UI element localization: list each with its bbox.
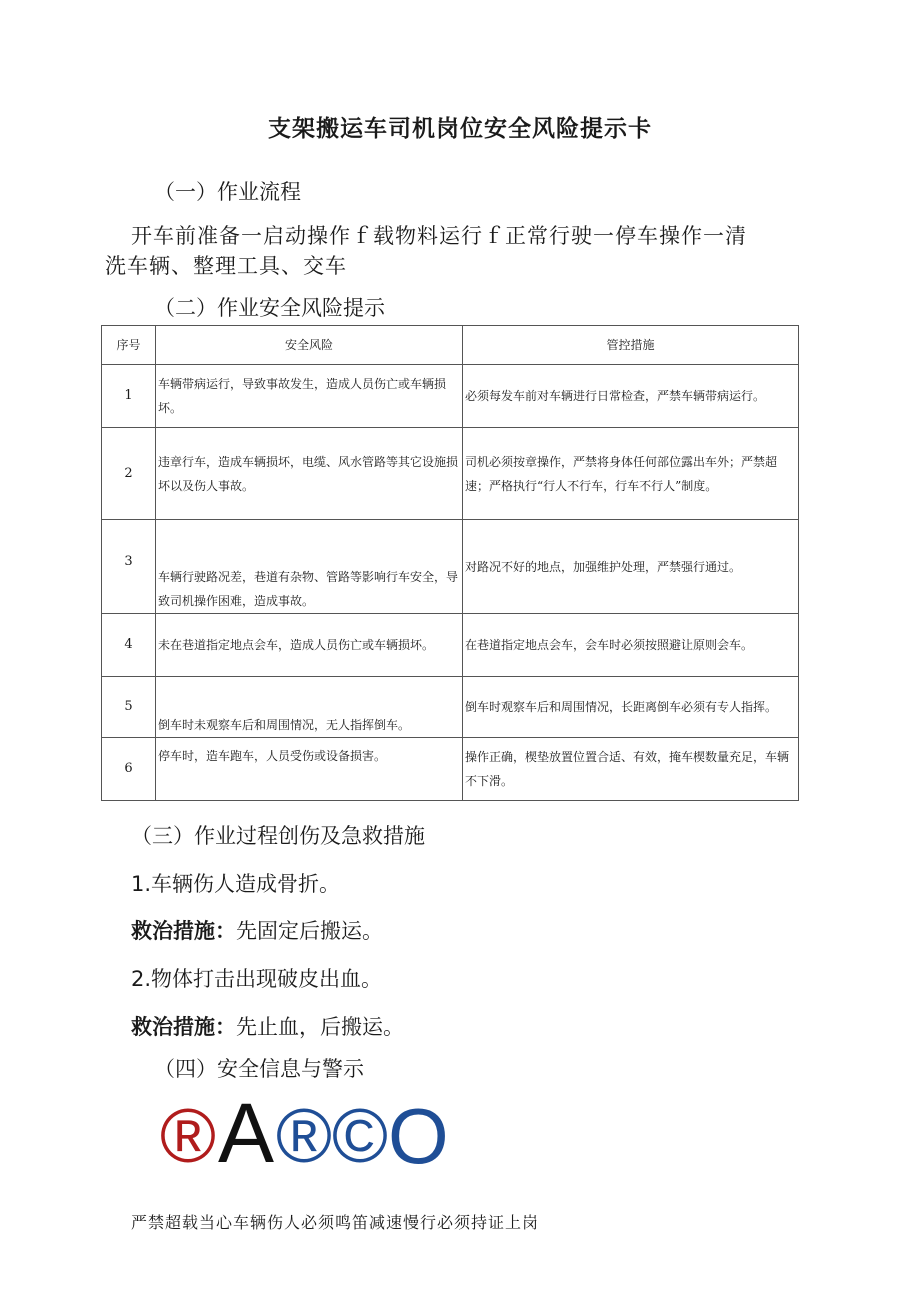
warning-signs-caption: 严禁超载当心车辆伤人必须鸣笛减速慢行必须持证上岗 xyxy=(131,1213,540,1232)
registered-icon: ® xyxy=(276,1094,333,1179)
table-row xyxy=(102,428,799,520)
warning-signs xyxy=(160,1086,449,1180)
row-risk: 车辆带病运行，导致事故发生，造成人员伤亡或车辆损坏。 xyxy=(156,365,463,428)
header-risk: 安全风险 xyxy=(156,326,463,365)
row-num: 4 xyxy=(102,614,156,677)
section4-heading: （四）安全信息与警示 xyxy=(154,1057,364,1081)
row-control: 司机必须按章操作，严禁将身体任何部位露出车外；严禁超速；严格执行“行人不行车，行车不行人”制度。 xyxy=(463,428,799,520)
measure-row-1 xyxy=(131,915,383,945)
injury-item-1: 1.车辆伤人造成骨折。 xyxy=(131,872,341,896)
registered-icon: ® xyxy=(160,1094,216,1179)
table-row xyxy=(102,738,799,801)
page-title: 支架搬运车司机岗位安全风险提示卡 xyxy=(268,115,652,142)
row-risk: 车辆行驶路况差，巷道有杂物、管路等影响行车安全，导致司机操作困难，造成事故。 xyxy=(156,520,463,614)
workflow-text-line2: 洗车辆、整理工具、交车 xyxy=(105,254,347,278)
header-num: 序号 xyxy=(102,326,156,365)
row-control: 必须每发车前对车辆进行日常检查，严禁车辆带病运行。 xyxy=(463,365,799,428)
section3-heading: （三）作业过程创伤及急救措施 xyxy=(131,824,425,848)
measure-text: 先固定后搬运。 xyxy=(236,919,383,943)
injury-item-2: 2.物体打击出现破皮出血。 xyxy=(131,967,383,991)
row-num: 3 xyxy=(102,520,156,614)
risk-table xyxy=(101,325,799,801)
row-risk: 未在巷道指定地点会车，造成人员伤亡或车辆损坏。 xyxy=(156,614,463,677)
section2-heading: （二）作业安全风险提示 xyxy=(154,296,385,320)
row-risk: 停车时，造车跑车，人员受伤或设备损害。 xyxy=(156,738,463,801)
circle-o-icon: O xyxy=(388,1092,449,1180)
table-row xyxy=(102,520,799,614)
header-control: 管控措施 xyxy=(463,326,799,365)
letter-a-icon: A xyxy=(218,1086,275,1180)
row-control: 操作正确，楔垫放置位置合适、有效，掩车楔数量充足，车辆不下滑。 xyxy=(463,738,799,801)
table-row xyxy=(102,365,799,428)
section1-heading: （一）作业流程 xyxy=(154,180,301,204)
row-num: 2 xyxy=(102,428,156,520)
row-control: 倒车时观察车后和周围情况，长距离倒车必须有专人指挥。 xyxy=(463,677,799,738)
measure-text: 先止血，后搬运。 xyxy=(236,1015,404,1039)
table-row xyxy=(102,614,799,677)
row-num: 6 xyxy=(102,738,156,801)
copyright-icon: © xyxy=(332,1094,389,1179)
row-control: 对路况不好的地点，加强维护处理，严禁强行通过。 xyxy=(463,520,799,614)
workflow-text-line1: 开车前准备一启动操作ｆ载物料运行ｆ正常行驶一停车操作一清 xyxy=(131,224,747,248)
row-num: 1 xyxy=(102,365,156,428)
row-risk: 违章行车，造成车辆损坏，电缆、风水管路等其它设施损坏以及伤人事故。 xyxy=(156,428,463,520)
measure-label: 救治措施： xyxy=(131,919,236,943)
row-num: 5 xyxy=(102,677,156,738)
measure-label: 救治措施： xyxy=(131,1015,236,1039)
measure-row-2 xyxy=(131,1011,404,1041)
table-header-row xyxy=(102,326,799,365)
row-control: 在巷道指定地点会车，会车时必须按照避让原则会车。 xyxy=(463,614,799,677)
row-risk: 倒车时未观察车后和周围情况，无人指挥倒车。 xyxy=(156,677,463,738)
table-row xyxy=(102,677,799,738)
